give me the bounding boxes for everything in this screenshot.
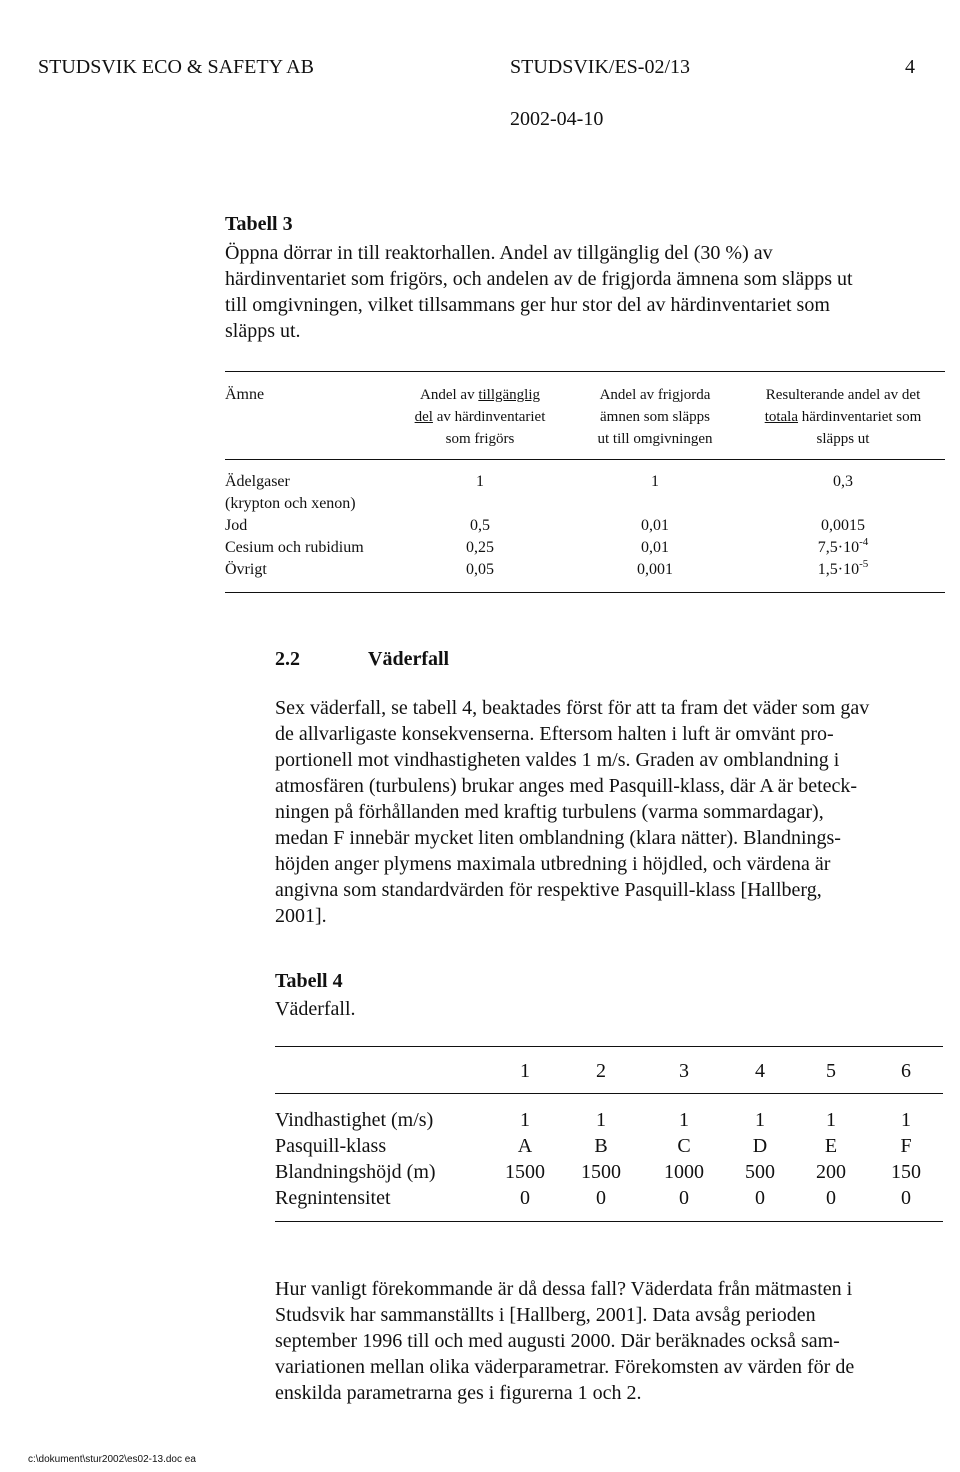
table3-row-name: Jod	[225, 517, 248, 534]
table4-cell: 0	[596, 1187, 606, 1209]
table4-cell: 1	[596, 1109, 606, 1131]
table4-col-header: 2	[596, 1060, 606, 1082]
table4-cell: D	[752, 1135, 768, 1157]
table4-cell: 0	[901, 1187, 911, 1209]
paragraph-line: 2001].	[275, 905, 327, 927]
table3-cell: 0,01	[641, 517, 669, 534]
paragraph-line: medan F innebär mycket liten omblandning (klara nätter). Blandnings-	[275, 827, 841, 849]
caption-line: Öppna dörrar in till reaktorhallen. Andel av tillgänglig del (30 %) av	[225, 242, 773, 264]
paragraph-line: variationen mellan olika väderparametrar. Förekomsten av värden för de	[275, 1356, 855, 1378]
table4-cell: 1	[520, 1109, 530, 1131]
paragraph-line: september 1996 till och med augusti 2000. Där beräknades också sam-	[275, 1330, 840, 1352]
table-rule-bottom	[275, 1221, 943, 1222]
table4-row-label: Vindhastighet (m/s)	[275, 1109, 434, 1131]
table-rule-mid	[225, 459, 945, 460]
table3-cell: $7,5\cdot 10^{-4}$	[817, 536, 869, 556]
header-page-number: 4	[905, 56, 915, 78]
paragraph-line: de allvarligaste konsekvenserna. Eftersom halten i luft är omvänt pro-	[275, 723, 834, 745]
table4-cell: F	[900, 1135, 912, 1157]
table4-cell: 0	[826, 1187, 836, 1209]
paragraph-line: enskilda parametrarna ges i figurerna 1 och 2.	[275, 1382, 642, 1404]
paragraph-line: Hur vanligt förekommande är då dessa fall? Väderdata från mätmasten i	[275, 1278, 853, 1300]
table4-cell: 150	[891, 1161, 921, 1183]
table3-row-name: Ädelgaser	[225, 473, 290, 490]
table4-cell: 0	[755, 1187, 765, 1209]
table3-cell: 0,0015	[821, 517, 865, 534]
table-rule-mid	[275, 1093, 943, 1094]
table4-cell: 1	[901, 1109, 911, 1131]
header-report-id: STUDSVIK/ES-02/13	[510, 56, 691, 78]
table3-cell: 0,3	[833, 473, 853, 490]
table4-row-label: Regnintensitet	[275, 1187, 391, 1209]
table3-cell: 0,5	[470, 517, 490, 534]
table-rule-top	[275, 1046, 943, 1047]
table4-col-header: 4	[755, 1060, 765, 1082]
table-rule-bottom	[225, 592, 945, 593]
paragraph-line: ningen på förhållanden med kraftig turbulens (varma sommardagar),	[275, 801, 824, 823]
table3-row-name: Övrigt	[225, 561, 267, 578]
table4-row-label: Pasquill-klass	[275, 1135, 387, 1157]
table4-col-header: 3	[679, 1060, 689, 1082]
paragraph-line: atmosfären (turbulens) brukar anges med Pasquill-klass, där A är beteck-	[275, 775, 858, 797]
caption-line: släpps ut.	[225, 320, 301, 342]
table4-col-header: 6	[901, 1060, 911, 1082]
table3-header-col-c: Resulterande andel av det totala härdinventariet som släpps ut	[764, 387, 922, 447]
table3-cell: 1	[651, 473, 659, 490]
table3-header-col-b: Andel av frigjorda ämnen som släpps ut till omgivningen	[597, 387, 713, 447]
paragraph-line: Sex väderfall, se tabell 4, beaktades först för att ta fram det väder som gav	[275, 697, 870, 719]
table4-cell: E	[824, 1135, 838, 1157]
section-title: Väderfall	[368, 648, 450, 670]
table4-title: Tabell 4	[275, 970, 343, 992]
caption-line: till omgivningen, vilket tillsammans ger hur stor del av härdinventariet som	[225, 294, 830, 316]
table4-cell: 1	[826, 1109, 836, 1131]
caption-line: härdinventariet som frigörs, och andelen av de frigjorda ämnena som släpps ut	[225, 268, 853, 290]
table4-col-header: 1	[520, 1060, 530, 1082]
table4-cell: 1500	[581, 1161, 621, 1183]
table4-cell: 0	[679, 1187, 689, 1209]
table4-cell: 1	[755, 1109, 765, 1131]
section-paragraph	[275, 695, 869, 929]
paragraph-line: portionell mot vindhastigheten valdes 1 m/s. Graden av omblandning i	[275, 749, 840, 771]
table4-cell: A	[517, 1135, 533, 1157]
table4-cell: 200	[816, 1161, 846, 1183]
table4-cell: B	[594, 1135, 608, 1157]
table4-cell: 0	[520, 1187, 530, 1209]
table4-caption: Väderfall.	[275, 998, 356, 1020]
paragraph-line: angivna som standardvärden för respektive Pasquill-klass [Hallberg,	[275, 879, 822, 901]
paragraph-line: Studsvik har sammanställts i [Hallberg, 2001]. Data avsåg perioden	[275, 1304, 816, 1326]
table4-row-label: Blandningshöjd (m)	[275, 1161, 436, 1183]
section-number: 2.2	[275, 648, 300, 670]
footer-file-path: c:\dokument\stur2002\es02-13.doc ea	[28, 1454, 196, 1465]
table3-cell: 0,25	[466, 539, 494, 556]
closing-paragraph	[275, 1276, 854, 1406]
table3-header-amne: Ämne	[225, 386, 265, 403]
table3-caption	[225, 240, 853, 344]
paragraph-line: höjden anger plymens maximala utbredning i höjdled, och värdena är	[275, 853, 831, 875]
table4-cell: 500	[745, 1161, 775, 1183]
table4-col-header: 5	[826, 1060, 836, 1082]
table4-cell: 1	[679, 1109, 689, 1131]
table3-row-name-sub: (krypton och xenon)	[225, 495, 356, 512]
table3-cell: 0,01	[641, 539, 669, 556]
table-rule-top	[225, 371, 945, 372]
header-company: STUDSVIK ECO & SAFETY AB	[38, 56, 314, 78]
table3-title: Tabell 3	[225, 213, 293, 235]
table4-cell: 1500	[505, 1161, 545, 1183]
table3-cell: 1	[476, 473, 484, 490]
table3-caption-block	[225, 213, 853, 344]
header-date: 2002-04-10	[510, 108, 604, 130]
table3-cell: $1,5\cdot 10^{-5}$	[817, 558, 869, 578]
table3-header-col-a: Andel av tillgänglig del av härdinventariet som frigörs	[414, 387, 546, 447]
table4-cell: C	[677, 1135, 691, 1157]
table3-cell: 0,05	[466, 561, 494, 578]
table3-row-name: Cesium och rubidium	[225, 539, 364, 556]
table4-cell: 1000	[664, 1161, 704, 1183]
table3-cell: 0,001	[637, 561, 673, 578]
